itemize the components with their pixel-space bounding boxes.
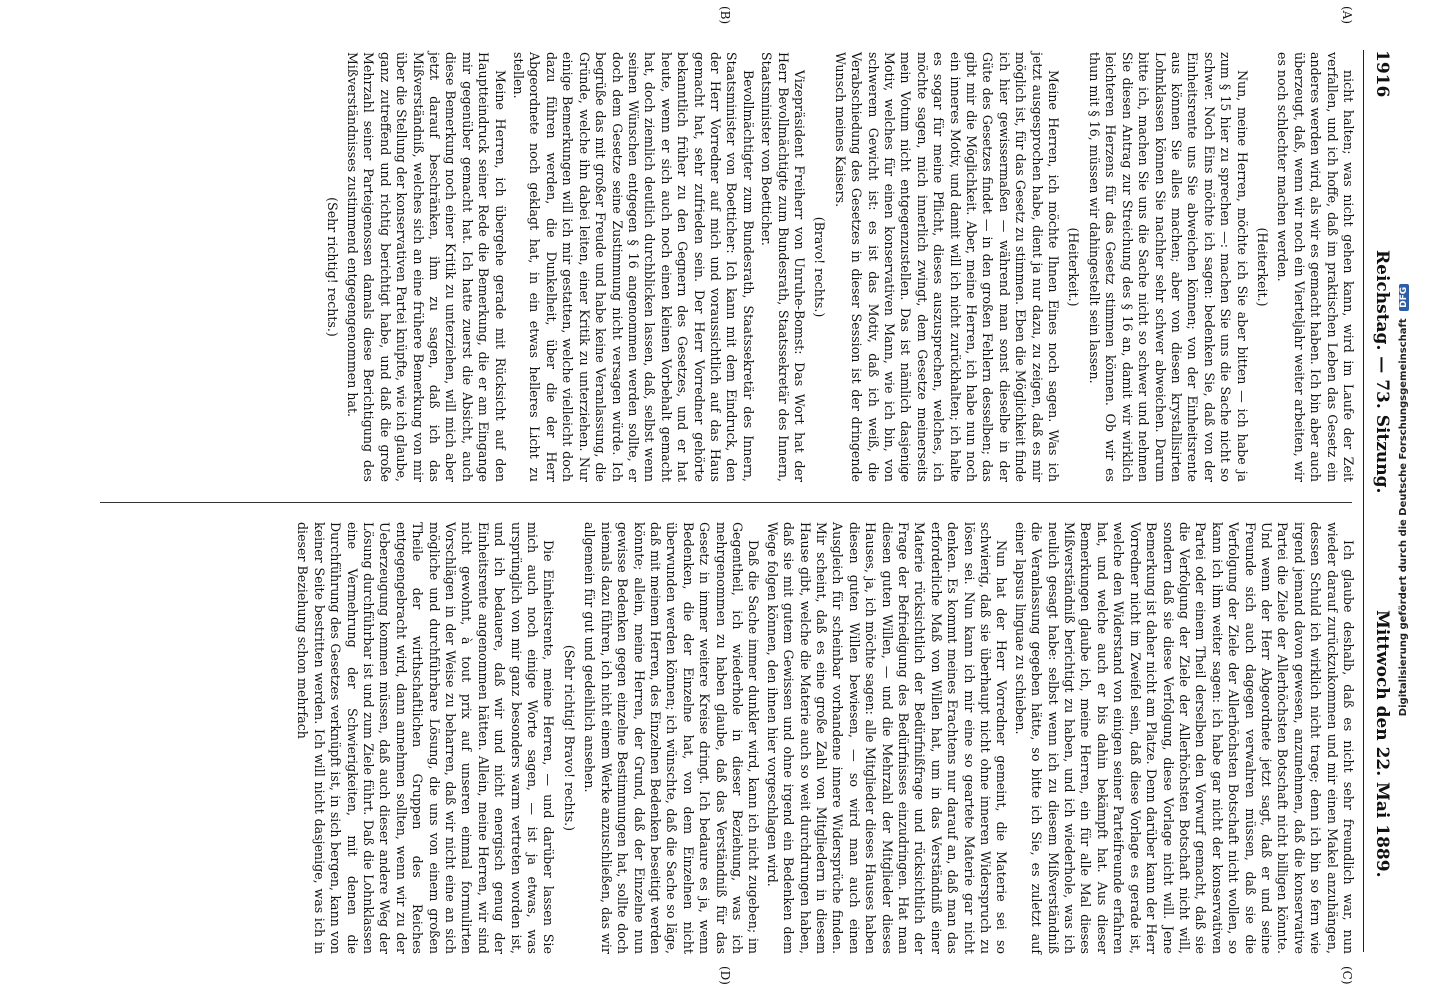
margin-mark-d: (D) [718, 966, 732, 985]
margin-mark-b: (B) [718, 6, 732, 25]
left-reaction-4: (Sehr richtig! rechts.) [324, 197, 340, 337]
left-reaction-3: (Bravo! rechts.) [812, 216, 828, 318]
right-para-3: Daß die Sache immer dunkler wird, kann ich nicht zugeben; im Gegentheil, ich wiederhole in dieser Beziehung, was ich mehrgenommen zu haben glaube, daß das Verständniß für das Gesetz in immer weitere Kreise dringt. Ich bedaure es ja, wenn Bedenken, die der Einzelne hat, von dem Einzelnen nicht überwunden werden können; ich wünschte, daß die Sache so läge, daß mit meinem Herren, des Einzelnen Bedenken beseitigt werden könnte; allein, meine Herren, der Grund, daß der Einzelne nun gewisse Bedenken gegen einzelne Bestimmungen hat, sollte doch niemals dazu führen, ich nicht einem Werke anzuschließen, das wir allgemein für gut und gedeihlich ansehen. [582, 522, 762, 954]
margin-mark-a: (A) [1340, 6, 1354, 25]
left-column [319, 52, 1356, 482]
column-rule [100, 502, 1352, 503]
digitization-credit-text: Digitalisierung gefördert durch die Deutsche Forschungsgemeinschaft [1398, 318, 1409, 717]
right-para-2: Nun hat der Herr Vorredner gemeint, die Materie sei so schwierig, daß sie überhaupt nicht ohne inneren Widerspruch zu lösen sei. Nun kann ich mir eine so geartete Materie gar nicht denken. Es kommt meines Erachtens nur darauf an, daß man das erforderliche Maß von Willen hat, um in das Verständniß einer Materie rücksichtlich der Bedürfnißfrage und rücksichtlich der Frage der Befriedigung des Bedürfnisses einzudringen. Hat man diesen guten Willen, — und die Mehrzahl der Mitglieder dieses Hauses, ja, ich möchte sagen: alle Mitglieder dieses Hauses haben diesen guten Willen bewiesen, — so wird man auch einen Ausgleich für scheinbar vorhandene innere Widersprüche finden. Mir scheint, daß es eine große Zahl von Mitgliedern in diesem Hause gibt, welche die Materie auch so weit durchdrungen haben, daß sie mit gutem Gewissen und ohne irgend ein Bedenken dem Wege folgen können, den ihnen hier vorgeschlagen wird. [764, 522, 1010, 954]
left-para-4: Vizepräsident Freiherr von Unruhe-Bomst: Das Wort hat der Herr Bevollmächtigte zum Bundesrath, Staatssekretär des Innern, Staatsminister von Boetticher. [759, 52, 807, 482]
left-para-5: Bevollmächtigter zum Bundesrath, Staatssekretär des Innern, Staatsminister von Boetticher: Ich kann mit dem Eindruck, den der Herr Vorredner auf mich und voraussichtlich auf das Haus gemacht hat, sehr zufrieden sein. Der Herr Vorredner gehörte bekanntlich früher zu den Gegnern des Gesetzes, und er hat heute, wenn er sich auch noch einen kleinen Vorbehalt gemacht hat, doch ziemlich deutlich durchblicken lassen, daß, selbst wenn seinen Wünschen entgegen § 16 angenommen werden sollte, er doch dem Gesetze seine Zustimmung nicht versagen würde. Ich begrüße das mit großer Freude und habe keine Veranlassung, die Gründe, welche ihn dabei leiten, einer Kritik zu unterziehen. Nur einige Bemerkungen will ich mir gestatten, welche vielleicht doch dazu führen werden, die Dunkelheit, über die der Herr Abgeordnete noch geklagt hat, in ein etwas helleres Licht zu stellen. [511, 52, 756, 482]
margin-mark-c: (C) [1340, 966, 1354, 985]
left-para-2: Nun, meine Herren, möchte ich Sie aber bitten — ich habe ja zum § 15 hier zu sprechen —: machen Sie uns die Sache nicht so schwer. Noch Eins möchte ich sagen: bedenken Sie, daß von der Einheitsrente uns Sie abweichen können; von der Einheitsrente aus können Sie alles machen; aber von diesen krystallisirten Lohnklassen können Sie nachher sehr schwer abweichen. Darum bitte ich, machen Sie uns die Sache nicht so schwer und nehmen Sie diesen Antrag zur Streichung des § 16 an, damit wir wirklich leichteren Herzens für das Gesetz stimmen können. Ob wir es thun mit § 16, müssen wir dahingestellt sein lassen. [1086, 52, 1250, 482]
dfg-logo: DFG [1399, 284, 1409, 311]
running-head [1368, 50, 1392, 952]
left-para-6: Meine Herren, ich übergehe gerade mit Rücksicht auf den Hauptteindruck seiner Rede die Bemerkung, die er am Eingange mir gegenüber gemacht hat. Ich hatte zuerst die Absicht, auch diese Bemerkung noch einer Kritik zu unterziehen, will mich aber jetzt darauf beschränken, ihm zu sagen, daß ich das Mißverständniß, welches sich an eine frühere Bemerkung von mir über die Stellung der konservativen Partei knüpfte, wie ich glaube, ganz zutreffend und richtig berichtigt habe, und daß die große Mehrzahl seiner Parteigenossen damals diese Berichtigung des Mißverständnisses zustimmend entgegengenommen hat. [345, 52, 508, 482]
running-head-session: Reichstag. — 73. Sitzung. [1372, 250, 1392, 494]
left-para-3: Meine Herren, ich möchte Ihnen Eines noch sagen. Was ich jetzt ausgesprochen habe, dient ja nur dazu, zu zeigen, daß es mir möglich ist, für das Gesetz zu stimmen. Eben die Möglichkeit finde ich hier gewissermaßen — während man sonst dieselbe in der Güte des Gesetzes findet — in den großen Fehlern desselben; das gibt mir die Möglichkeit. Aber, meine Herren, ich habe nun noch ein inneres Motiv, und damit will ich nicht zurückhalten; ich halte es sogar für meine Pflicht, dieses auszusprechen, welches, ich möchte sagen, mich innerlich zwingt, dem Gesetze meinerseits mein Votum nicht entgegenzustellen. Das ist nämlich dasjenige Motiv, welches für einen konservativen Mann, wie ich bin, von schwerem Gewicht ist: es ist das Motiv, daß ich weiß, die Verabschiedung des Gesetzes in dieser Session ist der dringende Wunsch meines Kaisers. [832, 52, 1062, 482]
left-reaction-1: (Heiterkeit.) [1254, 227, 1270, 307]
running-head-rule [1363, 50, 1364, 952]
right-para-4: Die Einheitsrente, meine Herren, — und darüber lassen Sie mich auch noch einige Worte sagen, — ist ja etwas, was ursprünglich von mir ganz besonders warm vertreten worden ist, und ich bedauere, daß wir und nicht energisch genug der Einheitsrente angenommen hätten. Allein, meine Herren, wir sind nicht gewohnt, à tout prix auf unseren einmal formulirten Vorschlägen in der Weise zu beharren, daß wir nicht eine an sich mögliche und durchführbare Lösung, die uns von einem großen Theile der wirthschaftlichen Gruppen des Reiches entgegengebracht wird, dann annehmen sollten, wenn wir zu der Ueberzeugung kommen müssen, daß auch dieser andere Weg der Lösung durchführbar ist und zum Ziele führt. Daß die Lohnklassen eine Vermehrung der Schwierigkeiten, mit denen die Durchführung des Gesetzes verknüpft ist, in sich bergen, kann von keiner Seite bestritten werden. Ich will nicht dasjenige, was ich in dieser Beziehung schon mehrfach [295, 522, 557, 954]
running-head-date: Mittwoch den 22. Mai 1889. [1372, 610, 1392, 878]
left-reaction-2: (Heiterkeit.) [1066, 227, 1082, 307]
right-column [292, 522, 1356, 954]
left-para-1: nicht halten; was nicht gehen kann, wird im Laufe der Zeit verfallen, und ich hoffe, daß im praktischen Leben das Gesetz ein anderes werden wird, als wir es gemacht haben. Ich bin aber auch überzeugt, daß, wenn wir noch ein Vierteljahr weiter arbeiten, wir es noch schlechter machen werden. [1275, 52, 1356, 482]
digitization-credit [1398, 0, 1416, 1000]
right-para-1: Ich glaube deshalb, daß es nicht sehr freundlich war, nun wieder darauf zurückzukommen und mir einen Makel anzuhängen, dessen Schuld ich wirklich nicht trage; denn ich bin so fern wie irgend jemand davon gewesen, anzunehmen, daß die konservative Partei die Ziele der Allerhöchsten Botschaft nicht billigen könnte. Und wenn der Herr Abgeordnete jetzt sagt, daß er und seine Freunde sich auch dagegen verwahren müssen, daß sie die Verfolgung der Ziele der Allerhöchsten Botschaft nicht wollen, so kann ich ihm weiter sagen: ich habe gar nicht der konservativen Partei oder einem Theil derselben den Vorwurf gemacht, daß sie die Verfolgung der Ziele der Allerhöchsten Botschaft nicht will, sondern daß sie diese Verfolgung, diese Vorlage nicht will. Jene Bemerkung ist daher nicht am Platze. Denn darüber kann der Herr Vorredner nicht im Zweifel sein, daß diese Vorlage es gerade ist, welche den Widerstand von einigen seiner Parteifreunde erfahren hat, und welche auch er bis dahin bekämpft hat. Aus dieser Bemerkungen glaube ich, meine Herren, ein für alle Mal dieses Mißverständniß berichtigt zu haben, und ich wiederhole, was ich neulich gesagt habe: selbst wenn ich zu diesem Mißverständniß die Veranlassung gegeben hätte, so bitte ich Sie, es zuletzt auf einer lapsus linguae zu schieben. [1012, 522, 1356, 954]
running-head-page: 1916 [1372, 50, 1392, 98]
right-reaction-1: (Sehr richtig! Bravo! rechts.) [561, 644, 577, 832]
